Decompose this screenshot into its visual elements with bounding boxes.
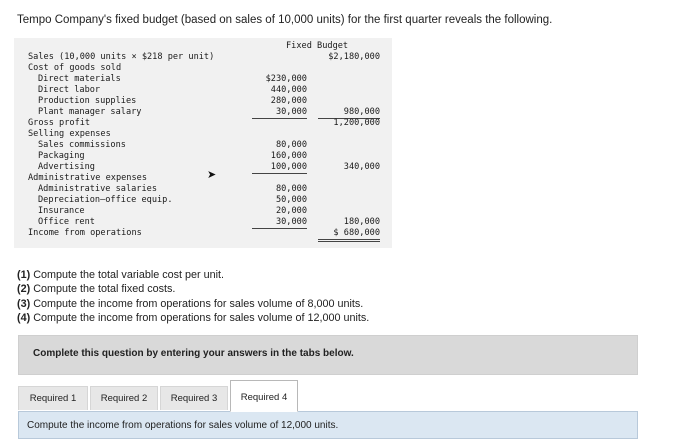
- budget-row-label: Direct materials: [38, 74, 121, 84]
- intro-text: Tempo Company's fixed budget (based on sales of 10,000 units) for the first quarter reveals the following.: [17, 14, 553, 26]
- budget-row-label: Advertising: [38, 162, 95, 172]
- budget-row-label: Selling expenses: [28, 129, 111, 139]
- task-text: Compute the income from operations for sales volume of 12,000 units.: [27, 420, 339, 431]
- budget-row-label: Income from operations: [28, 228, 142, 238]
- mouse-cursor-icon: ➤: [207, 169, 217, 181]
- budget-row-label: Administrative salaries: [38, 184, 157, 194]
- budget-row: [14, 140, 392, 151]
- instructions-banner: [18, 335, 638, 375]
- budget-row-label: Cost of goods sold: [28, 63, 122, 73]
- budget-row-amount: 280,000: [270, 96, 307, 106]
- budget-row: [14, 217, 392, 228]
- budget-row: [14, 85, 392, 96]
- tab-required-3[interactable]: Required 3: [160, 386, 228, 410]
- question-1: (1) Compute the total variable cost per unit.: [17, 269, 225, 281]
- budget-row-label: Packaging: [38, 151, 85, 161]
- budget-row: [14, 129, 392, 140]
- budget-row-total: 980,000: [318, 107, 380, 119]
- budget-row-amount: 30,000: [252, 217, 307, 229]
- budget-row-label: Insurance: [38, 206, 85, 216]
- questions-list: [17, 268, 369, 326]
- tab-required-2[interactable]: Required 2: [90, 386, 158, 410]
- budget-row-amount: 50,000: [275, 195, 307, 205]
- budget-row-label: Depreciation—office equip.: [38, 195, 173, 205]
- budget-row: [14, 96, 392, 107]
- budget-row-amount: 100,000: [252, 162, 307, 174]
- budget-row-amount: 160,000: [270, 151, 307, 161]
- budget-row: [14, 173, 392, 184]
- instructions-text: Complete this question by entering your answers in the tabs below.: [33, 348, 354, 359]
- budget-row-total: $ 680,000: [318, 228, 380, 242]
- question-2: (2) Compute the total fixed costs.: [17, 283, 176, 296]
- budget-row: [14, 107, 392, 118]
- budget-row-total: 340,000: [343, 162, 380, 172]
- budget-row-label: Administrative expenses: [28, 173, 147, 183]
- question-3: (3) Compute the income from operations for sales volume of 8,000 units.: [17, 297, 364, 310]
- budget-row-total: $2,180,000: [328, 52, 380, 62]
- budget-row: [14, 74, 392, 85]
- budget-row: [14, 228, 392, 239]
- budget-row-amount: 440,000: [270, 85, 307, 95]
- budget-row-amount: 80,000: [275, 140, 307, 150]
- budget-row-amount: 80,000: [275, 184, 307, 194]
- budget-row: [14, 63, 392, 74]
- budget-row: [14, 162, 392, 173]
- tab-required-1[interactable]: Required 1: [18, 386, 88, 410]
- budget-row-label: Gross profit: [28, 118, 91, 128]
- fixed-budget-table: [14, 38, 392, 248]
- budget-row-label: Plant manager salary: [38, 107, 142, 117]
- question-4: (4) Compute the income from operations for sales volume of 12,000 units.: [17, 312, 370, 325]
- budget-row: [14, 151, 392, 162]
- budget-row: [14, 195, 392, 206]
- budget-row-total: 180,000: [343, 217, 380, 227]
- budget-row-label: Sales commissions: [38, 140, 126, 150]
- budget-row: [14, 206, 392, 217]
- fixed-budget-header: Fixed Budget: [286, 41, 349, 51]
- budget-row-label: Direct labor: [38, 85, 101, 95]
- budget-row: [14, 52, 392, 63]
- task-bar: [18, 411, 638, 439]
- budget-row-label: Sales (10,000 units × $218 per unit): [28, 52, 215, 62]
- budget-row-amount: 20,000: [275, 206, 307, 216]
- budget-row-label: Office rent: [38, 217, 95, 227]
- budget-row: [14, 118, 392, 129]
- tab-required-4[interactable]: Required 4: [230, 380, 298, 412]
- budget-row-amount: 30,000: [252, 107, 307, 119]
- budget-row-label: Production supplies: [38, 96, 137, 106]
- budget-row: [14, 184, 392, 195]
- budget-row-amount: $230,000: [265, 74, 307, 84]
- budget-row-total: 1,200,000: [333, 118, 380, 128]
